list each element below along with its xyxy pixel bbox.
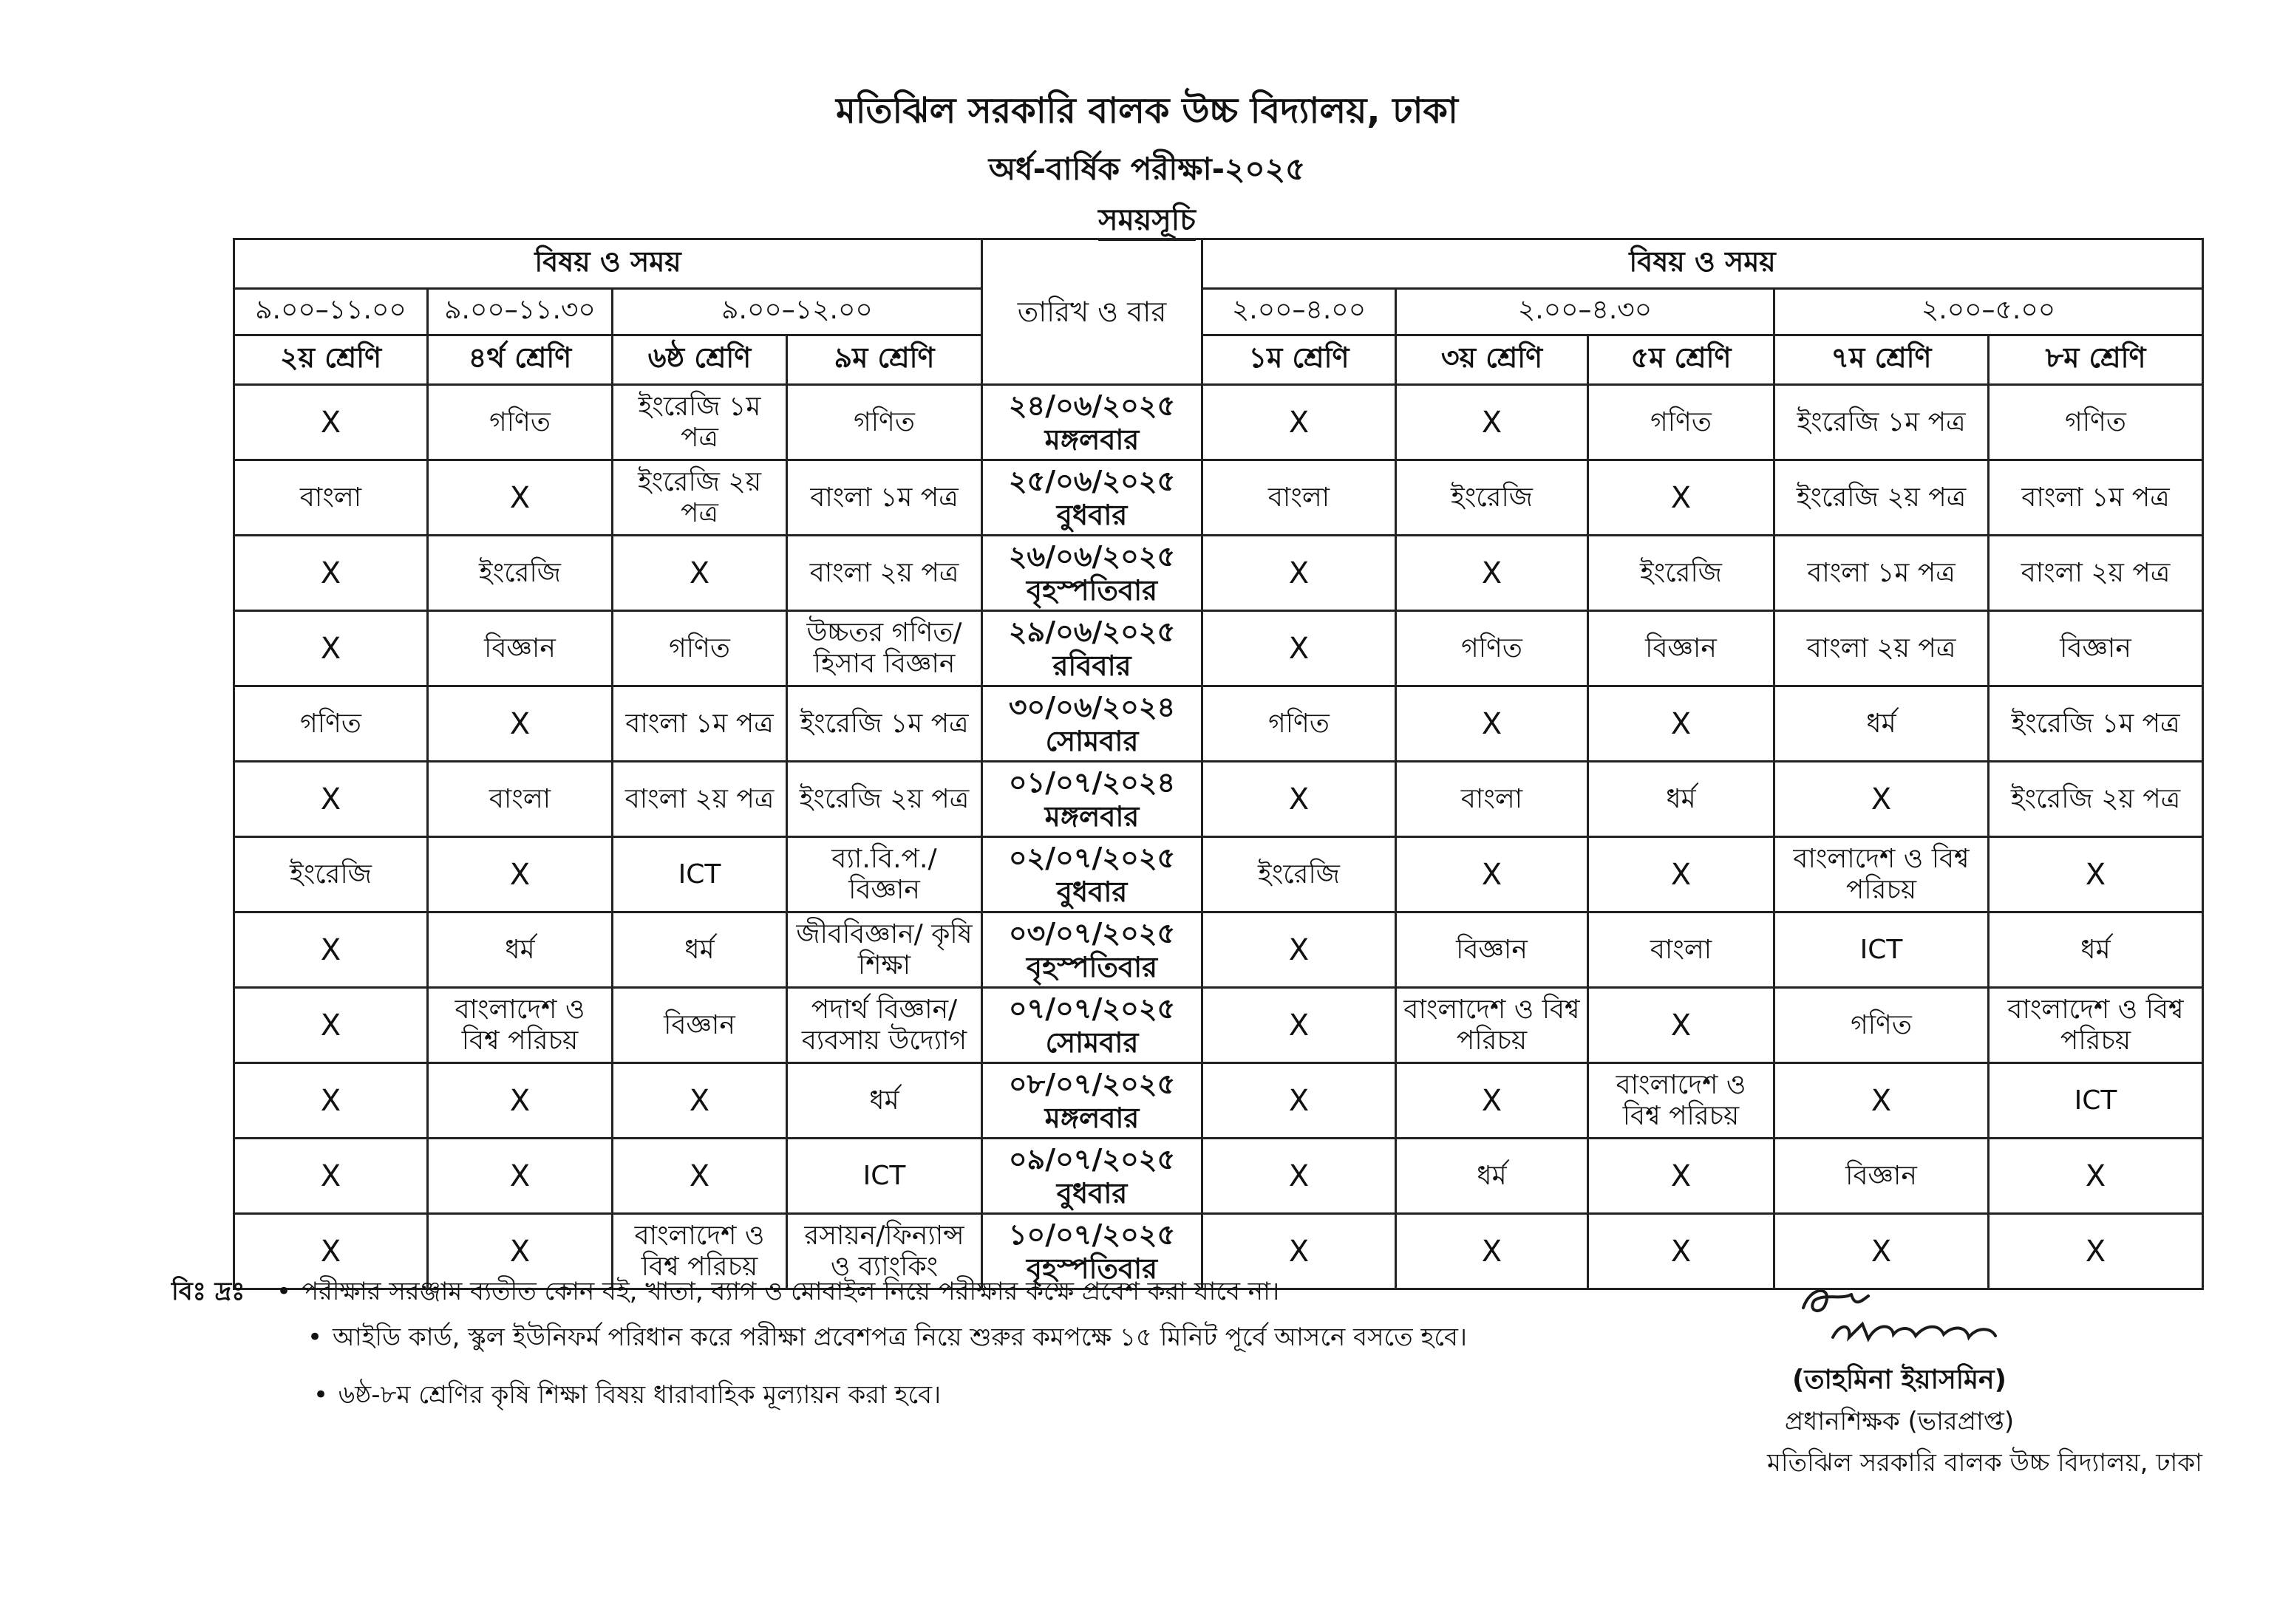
subject-cell: বাংলা ১ম পত্র <box>613 686 787 762</box>
subject-cell: X <box>234 385 428 460</box>
subject-cell: ধর্ম <box>1774 686 1989 762</box>
subject-cell: বিজ্ঞান <box>1774 1139 1989 1214</box>
date-cell <box>982 460 1202 536</box>
subject-cell: X <box>1396 837 1588 912</box>
exam-weekday: বৃহস্পতিবার <box>1026 950 1158 983</box>
subject-cell: ইংরেজি <box>1588 536 1774 611</box>
subject-cell: X <box>1202 536 1396 611</box>
subject-cell: X <box>1989 837 2203 912</box>
note-text: ৬ষ্ঠ-৮ম শ্রেণির কৃষি শিক্ষা বিষয় ধারাবাহিক মূল্যায়ন করা হবে। <box>338 1380 942 1410</box>
subject-cell: X <box>428 1139 613 1214</box>
subject-cell: ধর্ম <box>1989 912 2203 988</box>
subject-cell: X <box>1202 1214 1396 1289</box>
subject-cell: বাংলা <box>234 460 428 536</box>
date-cell <box>982 837 1202 912</box>
exam-date: ২৯/০৬/২০২৫ <box>1008 615 1176 648</box>
exam-title: অর্ধ-বার্ষিক পরীক্ষা-২০২৫ <box>988 151 1306 187</box>
note-item <box>313 1376 1576 1414</box>
subject-cell: X <box>1774 1063 1989 1139</box>
class-header: ৩য় শ্রেণি <box>1396 335 1588 385</box>
exam-date: ০৩/০৭/২০২৫ <box>1008 916 1176 949</box>
class-header: ১ম শ্রেণি <box>1202 335 1396 385</box>
schedule-body <box>234 385 2203 1289</box>
subject-cell: ইংরেজি ১ম পত্র <box>1989 686 2203 762</box>
exam-weekday: বৃহস্পতিবার <box>1026 1252 1158 1285</box>
subject-cell: বাংলা ২য় পত্র <box>1774 611 1989 686</box>
schedule-row <box>234 536 2203 611</box>
subject-cell: X <box>428 460 613 536</box>
subject-cell: বাংলা ১ম পত্র <box>787 460 982 536</box>
subject-cell: ইংরেজি <box>1396 460 1588 536</box>
subject-cell: X <box>1202 385 1396 460</box>
exam-date: ২৪/০৬/২০২৫ <box>1008 389 1176 422</box>
class-header: ৮ম শ্রেণি <box>1989 335 2203 385</box>
subject-cell: বাংলাদেশ ও বিশ্ব পরিচয় <box>1396 988 1588 1063</box>
group-header-left: বিষয় ও সময় <box>234 239 982 289</box>
notes-list <box>171 1272 1576 1414</box>
group-header-right: বিষয় ও সময় <box>1202 239 2203 289</box>
exam-date: ০৯/০৭/২০২৫ <box>1008 1142 1176 1176</box>
subject-cell: X <box>234 536 428 611</box>
subject-cell: বাংলা ২য় পত্র <box>1989 536 2203 611</box>
subject-cell: উচ্চতর গণিত/ হিসাব বিজ্ঞান <box>787 611 982 686</box>
note-item <box>276 1272 1576 1311</box>
class-header: ৪র্থ শ্রেণি <box>428 335 613 385</box>
note-text: পরীক্ষার সরঞ্জাম ব্যতীত কোন বই, খাতা, ব্যাগ ও মোবাইল নিয়ে পরীক্ষার কক্ষে প্রবেশ করা যাবে না। <box>302 1277 1280 1306</box>
schedule-row <box>234 686 2203 762</box>
exam-date: ৩০/০৬/২০২৪ <box>1008 690 1176 723</box>
subject-cell: বাংলা ১ম পত্র <box>1989 460 2203 536</box>
time-slot-header: ২.০০–৪.০০ <box>1202 289 1396 335</box>
subject-cell: ইংরেজি <box>1202 837 1396 912</box>
exam-weekday: সোমবার <box>1045 724 1139 757</box>
subject-cell: X <box>613 536 787 611</box>
class-header: ৯ম শ্রেণি <box>787 335 982 385</box>
subject-cell: X <box>234 1139 428 1214</box>
subject-cell: ICT <box>1774 912 1989 988</box>
subject-cell: বিজ্ঞান <box>1989 611 2203 686</box>
subject-cell: বাংলাদেশ ও বিশ্ব পরিচয় <box>1989 988 2203 1063</box>
exam-weekday: রবিবার <box>1052 649 1131 682</box>
subject-cell: X <box>428 837 613 912</box>
exam-date: ২৬/০৬/২০২৫ <box>1008 539 1176 573</box>
subject-cell: বিজ্ঞান <box>428 611 613 686</box>
subject-cell: X <box>613 1139 787 1214</box>
subject-cell: X <box>1202 1139 1396 1214</box>
subject-cell: X <box>1202 1063 1396 1139</box>
date-cell <box>982 1063 1202 1139</box>
subject-cell: গণিত <box>1588 385 1774 460</box>
exam-weekday: মঙ্গলবার <box>1044 799 1140 833</box>
subject-cell: বিজ্ঞান <box>613 988 787 1063</box>
bullet-icon: • <box>276 1277 292 1306</box>
subject-cell: বাংলা <box>1588 912 1774 988</box>
subject-cell: ইংরেজি ১ম পত্র <box>1774 385 1989 460</box>
subject-cell: রসায়ন/ফিন্যান্স ও ব্যাংকিং <box>787 1214 982 1289</box>
subject-cell: X <box>1396 686 1588 762</box>
signature-block <box>1596 1278 2202 1500</box>
subject-cell: বাংলাদেশ ও বিশ্ব পরিচয় <box>613 1214 787 1289</box>
subject-cell: গণিত <box>1774 988 1989 1063</box>
subject-cell: X <box>234 762 428 837</box>
date-cell <box>982 1139 1202 1214</box>
class-header: ৫ম শ্রেণি <box>1588 335 1774 385</box>
subject-cell: X <box>428 686 613 762</box>
subject-cell: পদার্থ বিজ্ঞান/ ব্যবসায় উদ্যোগ <box>787 988 982 1063</box>
subject-cell: X <box>234 1214 428 1289</box>
subject-cell: ধর্ম <box>428 912 613 988</box>
subject-cell: X <box>428 1063 613 1139</box>
exam-weekday: বুধবার <box>1056 1176 1128 1210</box>
subject-cell: বাংলা <box>1396 762 1588 837</box>
subject-cell: ধর্ম <box>613 912 787 988</box>
subject-cell: ধর্ম <box>1588 762 1774 837</box>
subject-cell: X <box>1202 912 1396 988</box>
subject-cell: X <box>613 1063 787 1139</box>
subject-cell: বাংলাদেশ ও বিশ্ব পরিচয় <box>428 988 613 1063</box>
exam-date: ০৮/০৭/২০২৫ <box>1008 1067 1176 1100</box>
exam-weekday: বৃহস্পতিবার <box>1026 573 1158 607</box>
schedule-row <box>234 1139 2203 1214</box>
subject-cell: ধর্ম <box>787 1063 982 1139</box>
subject-cell: ইংরেজি ২য় পত্র <box>1989 762 2203 837</box>
schedule-label-text: সময়সূচি <box>1098 203 1196 241</box>
subject-cell: গণিত <box>1202 686 1396 762</box>
note-item <box>307 1318 1576 1357</box>
exam-date: ০১/০৭/২০২৪ <box>1008 765 1176 799</box>
time-slot-header: ২.০০–৫.০০ <box>1774 289 2203 335</box>
subject-cell: ICT <box>613 837 787 912</box>
subject-cell: ধর্ম <box>1396 1139 1588 1214</box>
subject-cell: ইংরেজি ২য় পত্র <box>613 460 787 536</box>
subject-cell: X <box>234 912 428 988</box>
time-slot-header: ৯.০০–১১.০০ <box>234 289 428 335</box>
date-cell <box>982 611 1202 686</box>
subject-cell: ICT <box>787 1139 982 1214</box>
subject-cell: X <box>1588 988 1774 1063</box>
exam-date: ০২/০৭/২০২৫ <box>1008 841 1176 874</box>
subject-cell: X <box>1588 1139 1774 1214</box>
subject-cell: জীববিজ্ঞান/ কৃষি শিক্ষা <box>787 912 982 988</box>
subject-cell: X <box>1396 1063 1588 1139</box>
class-header: ২য় শ্রেণি <box>234 335 428 385</box>
subject-cell: ইংরেজি ১ম পত্র <box>787 686 982 762</box>
subject-cell: ইংরেজি ২য় পত্র <box>787 762 982 837</box>
subject-cell: বিজ্ঞান <box>1588 611 1774 686</box>
schedule-row <box>234 460 2203 536</box>
date-day-header: তারিখ ও বার <box>982 239 1202 385</box>
date-cell <box>982 762 1202 837</box>
subject-cell: X <box>1588 1214 1774 1289</box>
schedule-row <box>234 762 2203 837</box>
subject-cell: গণিত <box>1989 385 2203 460</box>
subject-cell: বাংলা ২য় পত্র <box>787 536 982 611</box>
subject-cell: ইংরেজি ২য় পত্র <box>1774 460 1989 536</box>
exam-schedule-table <box>233 238 2204 1290</box>
subject-cell: X <box>234 611 428 686</box>
schedule-row <box>234 1063 2203 1139</box>
time-slot-header: ২.০০–৪.৩০ <box>1396 289 1774 335</box>
note-text: আইডি কার্ড, স্কুল ইউনিফর্ম পরিধান করে পরীক্ষা প্রবেশপত্র নিয়ে শুরুর কমপক্ষে ১৫ মিনিট পূর্বে আসনে বসতে হবে। <box>333 1323 1468 1352</box>
time-slot-header: ৯.০০–১১.৩০ <box>428 289 613 335</box>
date-cell <box>982 912 1202 988</box>
class-header: ৬ষ্ঠ শ্রেণি <box>613 335 787 385</box>
subject-cell: ইংরেজি ১ম পত্র <box>613 385 787 460</box>
subject-cell: বাংলা <box>428 762 613 837</box>
subject-cell: X <box>1989 1214 2203 1289</box>
subject-cell: ইংরেজি <box>428 536 613 611</box>
subject-cell: X <box>1774 762 1989 837</box>
handwritten-signature-icon <box>1781 1278 2018 1359</box>
signatory-school: মতিঝিল সরকারি বালক উচ্চ বিদ্যালয়, ঢাকা <box>1767 1448 2202 1478</box>
subject-cell: ব্যা.বি.প./ বিজ্ঞান <box>787 837 982 912</box>
notes-section <box>171 1272 1576 1414</box>
subject-cell: গণিত <box>613 611 787 686</box>
date-cell <box>982 385 1202 460</box>
signatory-name: (তাহমিনা ইয়াসমিন) <box>1792 1365 2007 1395</box>
subject-cell: X <box>1396 385 1588 460</box>
subject-cell: X <box>1202 988 1396 1063</box>
date-cell <box>982 686 1202 762</box>
subject-cell: বাংলাদেশ ও বিশ্ব পরিচয় <box>1774 837 1989 912</box>
class-header: ৭ম শ্রেণি <box>1774 335 1989 385</box>
bullet-icon: • <box>307 1323 323 1352</box>
notes-lead: বিঃ দ্রঃ <box>171 1277 245 1306</box>
subject-cell: ICT <box>1989 1063 2203 1139</box>
exam-weekday: মঙ্গলবার <box>1044 423 1140 456</box>
subject-cell: X <box>1202 611 1396 686</box>
exam-weekday: বুধবার <box>1056 875 1128 908</box>
subject-cell: বাংলা ২য় পত্র <box>613 762 787 837</box>
school-name: মতিঝিল সরকারি বালক উচ্চ বিদ্যালয়, ঢাকা <box>836 90 1458 132</box>
subject-cell: X <box>1989 1139 2203 1214</box>
exam-date: ২৫/০৬/২০২৫ <box>1008 464 1176 497</box>
subject-cell: X <box>428 1214 613 1289</box>
subject-cell: X <box>1774 1214 1989 1289</box>
subject-cell: গণিত <box>787 385 982 460</box>
subject-cell: X <box>1396 536 1588 611</box>
subject-cell: X <box>1588 686 1774 762</box>
subject-cell: X <box>234 1063 428 1139</box>
subject-cell: গণিত <box>234 686 428 762</box>
subject-cell: X <box>1396 1214 1588 1289</box>
subject-cell: বিজ্ঞান <box>1396 912 1588 988</box>
subject-cell: গণিত <box>1396 611 1588 686</box>
schedule-row <box>234 912 2203 988</box>
subject-cell: X <box>1202 762 1396 837</box>
exam-weekday: সোমবার <box>1045 1026 1139 1059</box>
subject-cell: ইংরেজি <box>234 837 428 912</box>
subject-cell: X <box>1588 460 1774 536</box>
subject-cell: বাংলাদেশ ও বিশ্ব পরিচয় <box>1588 1063 1774 1139</box>
time-slot-header: ৯.০০–১২.০০ <box>613 289 982 335</box>
subject-cell: X <box>1588 837 1774 912</box>
exam-weekday: বুধবার <box>1056 498 1128 531</box>
exam-date: ১০/০৭/২০২৫ <box>1008 1218 1176 1251</box>
bullet-icon: • <box>313 1380 329 1410</box>
signatory-title: প্রধানশিক্ষক (ভারপ্রাপ্ত) <box>1784 1407 2015 1436</box>
date-cell <box>982 536 1202 611</box>
exam-weekday: মঙ্গলবার <box>1044 1101 1140 1134</box>
schedule-row <box>234 611 2203 686</box>
schedule-row <box>234 385 2203 460</box>
exam-date: ০৭/০৭/২০২৫ <box>1008 992 1176 1025</box>
schedule-row <box>234 988 2203 1063</box>
subject-cell: বাংলা ১ম পত্র <box>1774 536 1989 611</box>
date-cell <box>982 988 1202 1063</box>
subject-cell: X <box>234 988 428 1063</box>
schedule-row <box>234 837 2203 912</box>
subject-cell: গণিত <box>428 385 613 460</box>
subject-cell: বাংলা <box>1202 460 1396 536</box>
